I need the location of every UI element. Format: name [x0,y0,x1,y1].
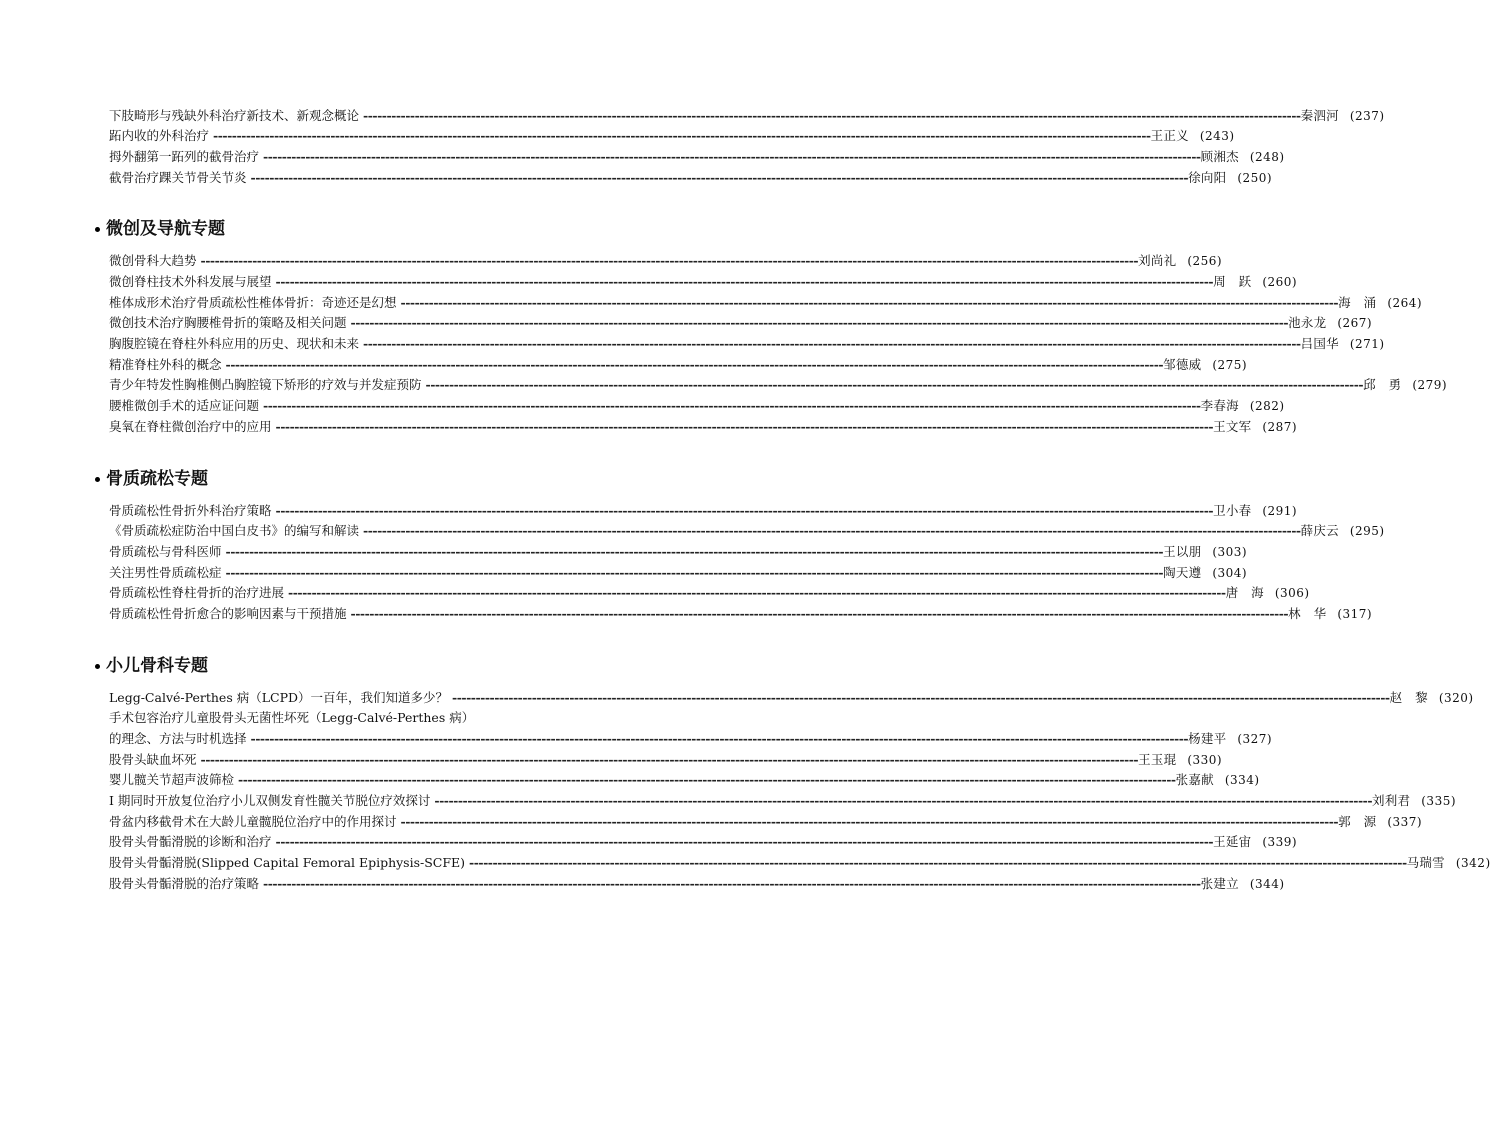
dot-leader: -------------------------------------------------------------------------------------------------------------------------------------------------------------------------------------------------------- [238,772,1176,788]
bullet-icon [95,664,100,669]
entry-author: 张建立 [1200,875,1239,891]
entry-author: 王文军 [1213,418,1252,434]
dot-leader: -------------------------------------------------------------------------------------------------------------------------------------------------------------------------------------------------------- [200,253,1139,269]
entry-author: 张嘉献 [1175,772,1214,788]
toc-entry[interactable] [109,542,1248,563]
dot-leader: -------------------------------------------------------------------------------------------------------------------------------------------------------------------------------------------------------- [275,502,1214,518]
entry-author: 李春海 [1200,398,1239,414]
entry-author: 赵 黎 [1389,689,1428,705]
entry-title: 截骨治疗踝关节骨关节炎 [109,169,247,185]
entry-page: (304) [1212,565,1248,580]
toc-entry[interactable] [109,750,1223,771]
dot-leader: -------------------------------------------------------------------------------------------------------------------------------------------------------------------------------------------------------- [250,169,1189,185]
entry-title: 微创骨科大趋势 [109,253,197,269]
entry-author: 杨建平 [1188,731,1227,747]
entry-author: 海 涌 [1338,294,1377,310]
entry-title: 骨质疏松性骨折愈合的影响因素与干预措施 [109,605,347,621]
entry-title: 精准脊柱外科的概念 [109,356,222,372]
entry-page: (306) [1274,586,1310,601]
dot-leader: -------------------------------------------------------------------------------------------------------------------------------------------------------------------------------------------------------- [275,274,1214,290]
dot-leader: -------------------------------------------------------------------------------------------------------------------------------------------------------------------------------------------------------- [250,731,1189,747]
dot-leader: -------------------------------------------------------------------------------------------------------------------------------------------------------------------------------------------------------- [225,564,1164,580]
toc-entry[interactable] [109,604,1373,625]
dot-leader: -------------------------------------------------------------------------------------------------------------------------------------------------------------------------------------------------------- [425,377,1364,393]
entry-page: (275) [1212,357,1248,372]
dot-leader: -------------------------------------------------------------------------------------------------------------------------------------------------------------------------------------------------------- [225,543,1164,559]
entry-title: 跖内收的外科治疗 [109,128,210,144]
entry-page: (248) [1249,149,1285,164]
section-heading [95,625,699,688]
entry-author: 邱 勇 [1363,377,1402,393]
dot-leader: -------------------------------------------------------------------------------------------------------------------------------------------------------------------------------------------------------- [363,107,1301,123]
entry-title: 腰椎微创手术的适应证问题 [109,398,260,414]
toc-entry[interactable] [109,126,1235,147]
entry-page: (271) [1349,337,1385,352]
toc-entry[interactable] [109,293,1423,314]
dot-leader: -------------------------------------------------------------------------------------------------------------------------------------------------------------------------------------------------------- [350,605,1289,621]
entry-page: (327) [1237,732,1273,747]
dot-leader: -------------------------------------------------------------------------------------------------------------------------------------------------------------------------------------------------------- [263,875,1201,891]
entry-page: (260) [1262,275,1298,290]
toc-section [106,625,1491,895]
entry-page: (267) [1337,316,1373,331]
entry-page: (334) [1224,773,1260,788]
entry-title: 骨质疏松性骨折外科治疗策略 [109,502,272,518]
entry-author: 卫小春 [1213,502,1252,518]
entry-title: 椎体成形术治疗骨质疏松性椎体骨折：奇迹还是幻想 [109,294,397,310]
dot-leader: -------------------------------------------------------------------------------------------------------------------------------------------------------------------------------------------------------- [400,813,1339,829]
toc-entry[interactable] [109,708,699,729]
entry-page: (339) [1262,835,1298,850]
entry-page: (243) [1199,129,1235,144]
dot-leader: -------------------------------------------------------------------------------------------------------------------------------------------------------------------------------------------------------- [225,356,1164,372]
entry-title: 股骨头骨骺滑脱(Slipped Capital Femoral Epiphysis-SCFE) [109,855,466,871]
toc-entry[interactable] [109,729,1273,750]
entry-page: (320) [1438,690,1474,705]
toc-entry[interactable] [109,396,1285,417]
entry-author: 刘尚礼 [1138,253,1177,269]
entry-page: (295) [1349,524,1385,539]
entry-title: 微创脊柱技术外科发展与展望 [109,274,272,290]
toc-entry[interactable] [109,791,1457,812]
entry-author: 郭 源 [1338,813,1377,829]
entry-page: (256) [1187,254,1223,269]
dot-leader: -------------------------------------------------------------------------------------------------------------------------------------------------------------------------------------------------------- [400,294,1339,310]
entry-author: 王正义 [1150,128,1189,144]
bullet-icon [95,477,100,482]
dot-leader: -------------------------------------------------------------------------------------------------------------------------------------------------------------------------------------------------------- [263,148,1201,164]
toc-entry[interactable] [109,770,1260,791]
toc-entry[interactable] [109,501,1298,522]
toc-entry[interactable] [109,251,1223,272]
entry-author: 徐向阳 [1188,169,1227,185]
entry-author: 薛庆云 [1300,523,1339,539]
dot-leader: -------------------------------------------------------------------------------------------------------------------------------------------------------------------------------------------------------- [469,855,1407,871]
entry-page: (344) [1249,876,1285,891]
section-heading-text: 小儿骨科专题 [106,655,208,676]
entry-title: 微创技术治疗胸腰椎骨折的策略及相关问题 [109,315,347,331]
entry-page: (282) [1249,399,1285,414]
dot-leader: -------------------------------------------------------------------------------------------------------------------------------------------------------------------------------------------------------- [452,689,1390,705]
dot-leader: -------------------------------------------------------------------------------------------------------------------------------------------------------------------------------------------------------- [363,336,1301,352]
toc-entry[interactable] [109,168,1273,189]
entry-page: (264) [1387,295,1423,310]
toc-entry[interactable] [109,106,1385,127]
entry-author: 邹德威 [1163,356,1202,372]
entry-author: 池永龙 [1288,315,1327,331]
entry-title: Legg-Calvé-Perthes 病（LCPD）一百年，我们知道多少？ [109,689,449,705]
toc-entry[interactable] [109,583,1310,604]
dot-leader: -------------------------------------------------------------------------------------------------------------------------------------------------------------------------------------------------------- [363,523,1301,539]
toc-section [106,438,1385,625]
toc-entry[interactable] [109,334,1385,355]
section-heading [95,438,699,501]
entry-title: 婴儿髋关节超声波筛检 [109,772,235,788]
toc-entry[interactable] [109,874,1285,895]
entry-title: 骨质疏松与骨科医师 [109,543,222,559]
section-heading-text: 骨质疏松专题 [106,468,208,489]
entry-page: (337) [1387,814,1423,829]
entry-page: (330) [1187,752,1223,767]
entry-title: 骨质疏松性脊柱骨折的治疗进展 [109,585,285,601]
entry-title: 下肢畸形与残缺外科治疗新技术、新观念概论 [109,107,360,123]
dot-leader: -------------------------------------------------------------------------------------------------------------------------------------------------------------------------------------------------------- [213,128,1151,144]
entry-author: 林 华 [1288,605,1327,621]
entry-page: (291) [1262,503,1298,518]
toc-section [109,106,1385,189]
entry-title: 关注男性骨质疏松症 [109,564,222,580]
toc-section [106,188,1448,437]
toc-entry[interactable] [109,313,1373,334]
entry-author: 吕国华 [1300,336,1339,352]
entry-page: (287) [1262,419,1298,434]
entry-author: 唐 海 [1225,585,1264,601]
entry-title: 股骨头缺血坏死 [109,751,197,767]
toc-entry[interactable] [109,688,1474,709]
entry-author: 马瑞雪 [1406,855,1445,871]
entry-title: 青少年特发性胸椎侧凸胸腔镜下矫形的疗效与并发症预防 [109,377,422,393]
dot-leader: -------------------------------------------------------------------------------------------------------------------------------------------------------------------------------------------------------- [263,398,1201,414]
entry-page: (317) [1337,606,1373,621]
toc-entry[interactable] [109,375,1448,396]
entry-title: 拇外翻第一跖列的截骨治疗 [109,148,260,164]
toc-entry[interactable] [109,417,1298,438]
entry-author: 周 跃 [1213,274,1252,290]
entry-page: (250) [1237,170,1273,185]
entry-title: 手术包容治疗儿童股骨头无菌性坏死（Legg-Calvé-Perthes 病） [109,710,475,726]
entry-page: (237) [1349,108,1385,123]
toc-entry[interactable] [109,853,1491,874]
toc-entry[interactable] [109,521,1385,542]
section-heading [95,188,699,251]
entry-page: (279) [1412,378,1448,393]
entry-author: 顾湘杰 [1200,148,1239,164]
dot-leader: -------------------------------------------------------------------------------------------------------------------------------------------------------------------------------------------------------- [275,418,1214,434]
entry-title: 骨盆内移截骨术在大龄儿童髋脱位治疗中的作用探讨 [109,813,397,829]
toc-entry[interactable] [109,832,1298,853]
toc-entry[interactable] [109,355,1248,376]
dot-leader: -------------------------------------------------------------------------------------------------------------------------------------------------------------------------------------------------------- [350,315,1289,331]
dot-leader: -------------------------------------------------------------------------------------------------------------------------------------------------------------------------------------------------------- [434,793,1373,809]
entry-page: (335) [1421,794,1457,809]
section-heading-text: 微创及导航专题 [106,219,225,240]
entry-title: I 期同时开放复位治疗小儿双侧发育性髋关节脱位疗效探讨 [109,793,431,809]
dot-leader: -------------------------------------------------------------------------------------------------------------------------------------------------------------------------------------------------------- [275,834,1214,850]
toc-entry[interactable] [109,147,1285,168]
bullet-icon [95,227,100,232]
entry-title: 的理念、方法与时机选择 [109,731,247,747]
dot-leader: -------------------------------------------------------------------------------------------------------------------------------------------------------------------------------------------------------- [200,751,1139,767]
entry-page: (342) [1455,856,1491,871]
entry-author: 王玉琨 [1138,751,1177,767]
entry-author: 秦泗河 [1300,107,1339,123]
dot-leader: -------------------------------------------------------------------------------------------------------------------------------------------------------------------------------------------------------- [288,585,1226,601]
entry-title: 股骨头骨骺滑脱的治疗策略 [109,875,260,891]
toc-entry[interactable] [109,272,1298,293]
entry-title: 《骨质疏松症防治中国白皮书》的编写和解读 [109,523,360,539]
toc-entry[interactable] [109,812,1423,833]
entry-title: 臭氧在脊柱微创治疗中的应用 [109,418,272,434]
entry-page: (303) [1212,544,1248,559]
entry-title: 股骨头骨骺滑脱的诊断和治疗 [109,834,272,850]
entry-author: 王延宙 [1213,834,1252,850]
entry-author: 刘利君 [1372,793,1411,809]
entry-author: 陶天遵 [1163,564,1202,580]
entry-author: 王以朋 [1163,543,1202,559]
table-of-contents [106,106,1491,895]
entry-title: 胸腹腔镜在脊柱外科应用的历史、现状和未来 [109,336,360,352]
toc-entry[interactable] [109,563,1248,584]
